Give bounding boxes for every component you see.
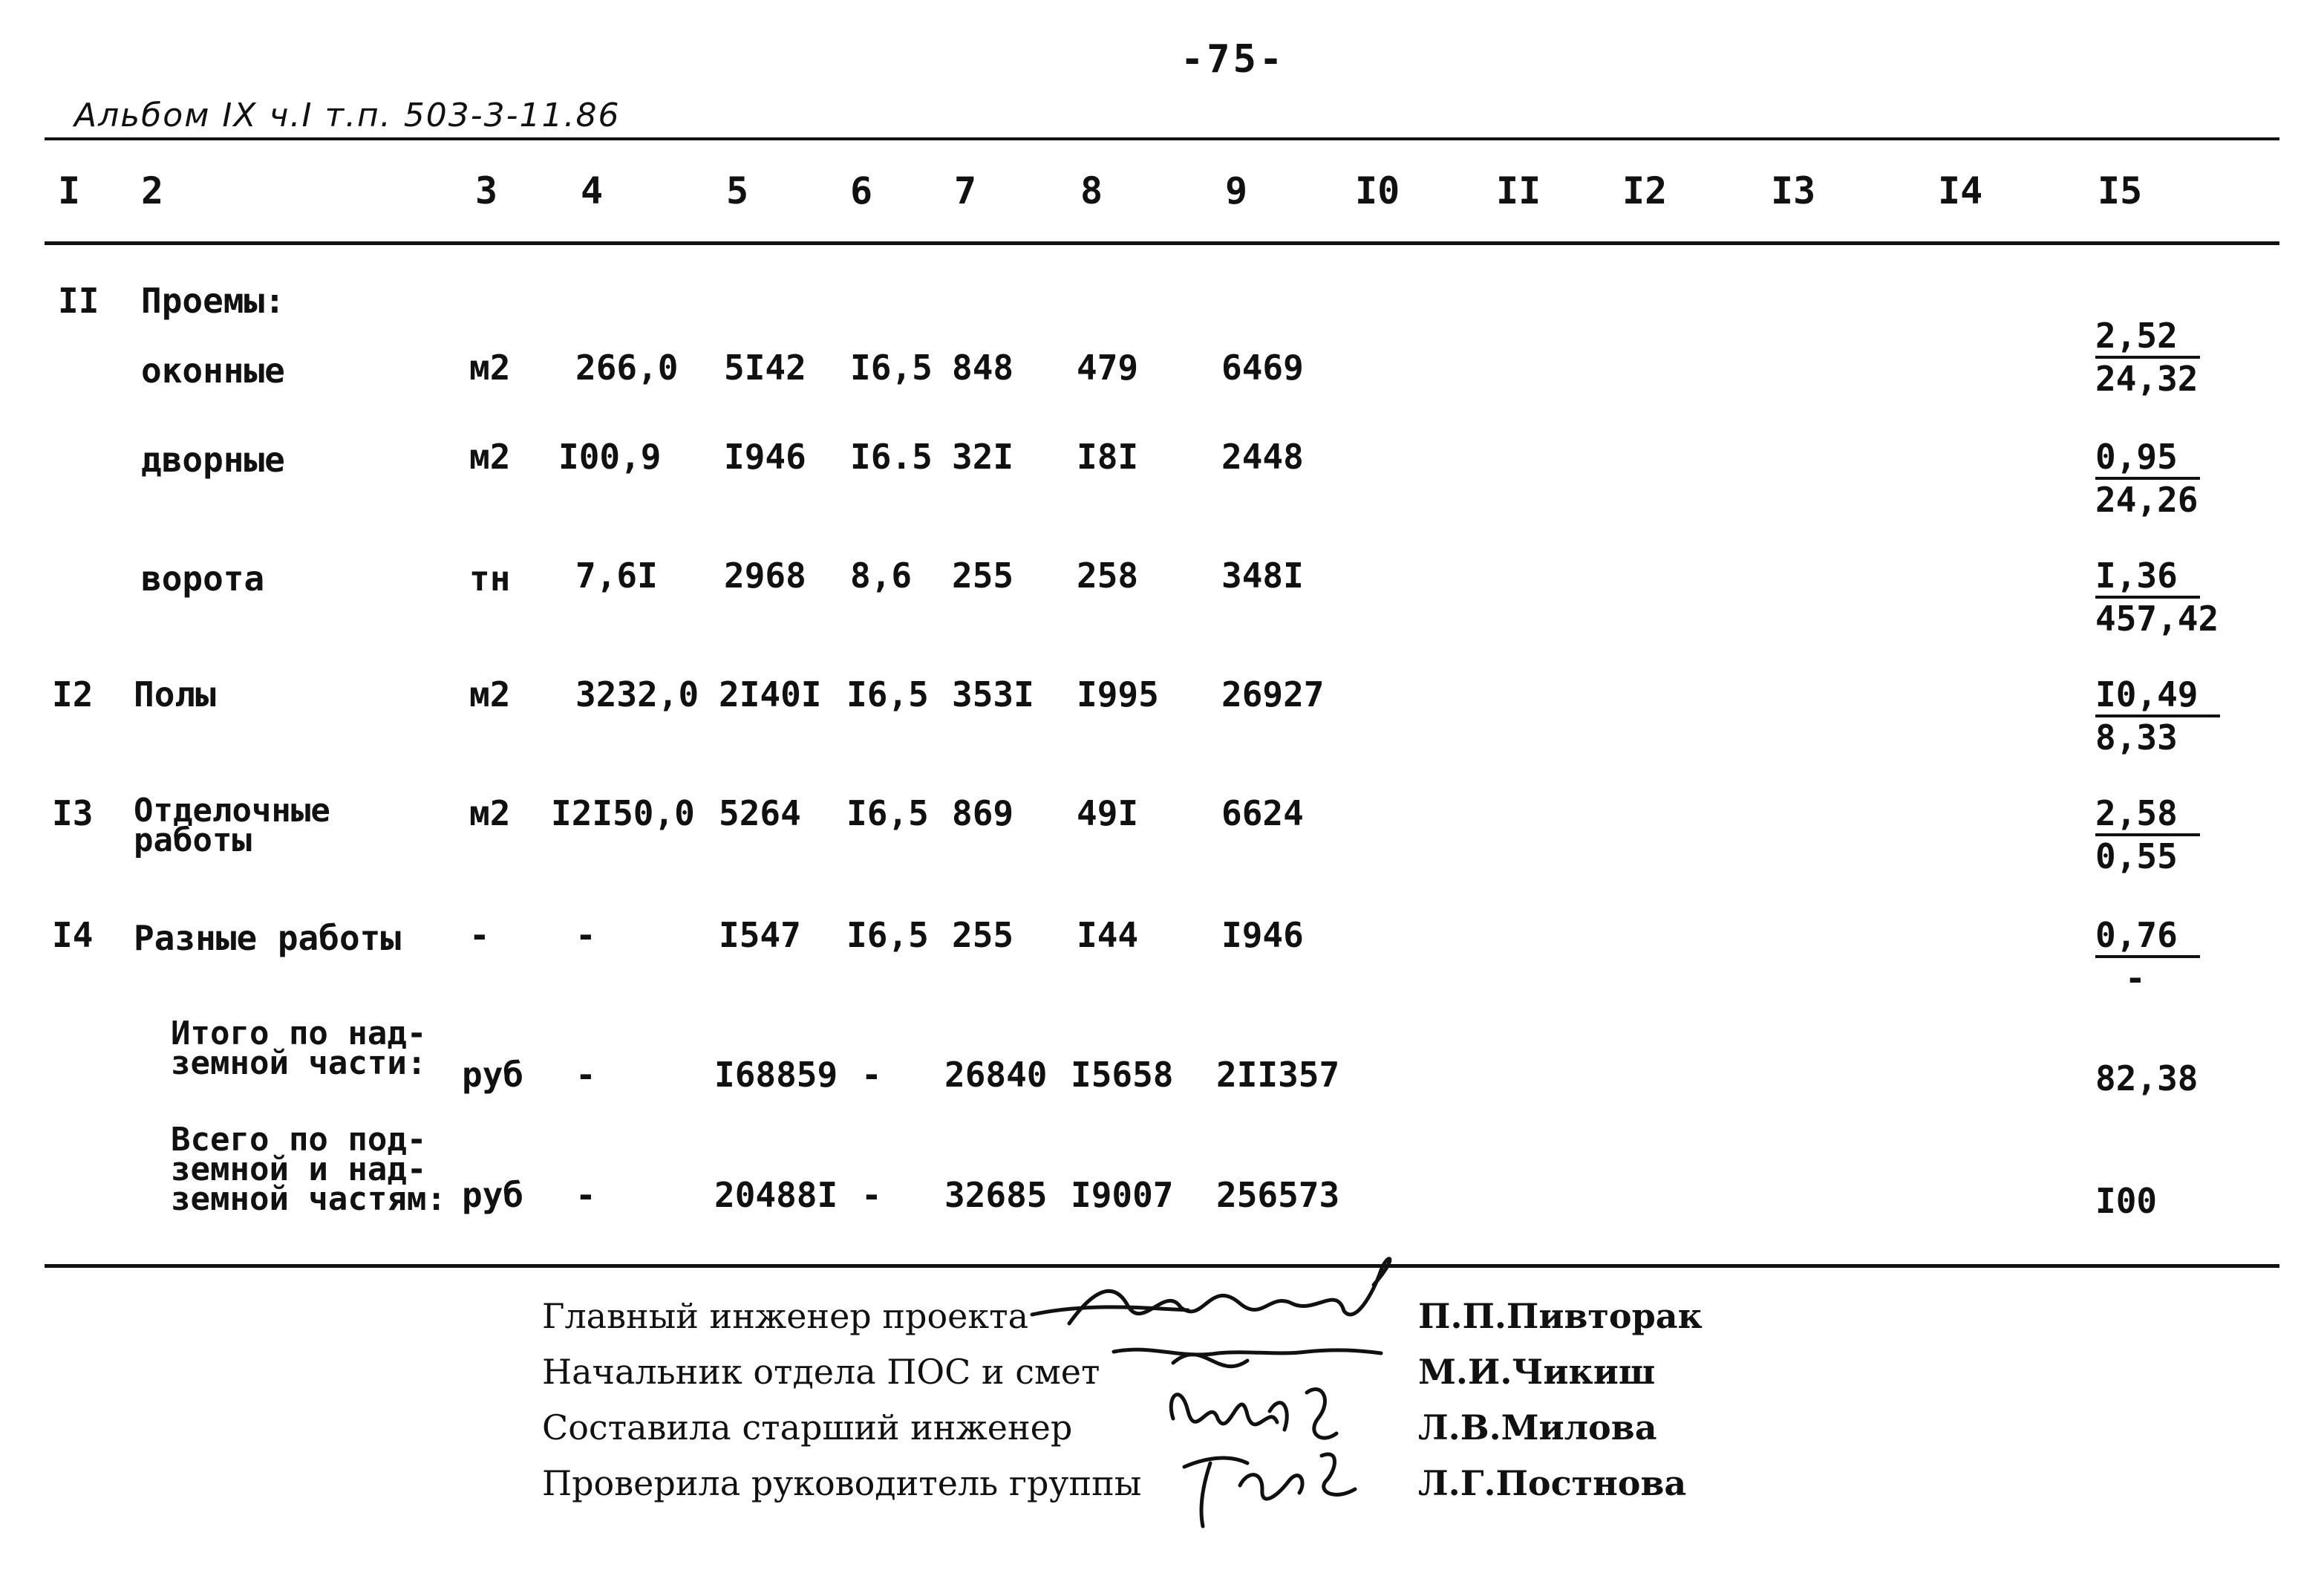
col-header-8: 8 bbox=[1080, 169, 1103, 212]
cell-unit: м2 bbox=[469, 437, 511, 477]
signature-1 bbox=[1032, 1259, 1390, 1324]
row-name-line: Отделочные bbox=[134, 792, 330, 830]
signature-title: Составила старший инженер bbox=[542, 1407, 1073, 1448]
signature-names bbox=[1418, 1289, 1703, 1511]
header-bottom-rule bbox=[45, 241, 2279, 245]
cell-c8: I8I bbox=[1077, 437, 1139, 477]
cell-c5: 2I40I bbox=[719, 674, 822, 714]
signature-name: П.П.Пивторак bbox=[1418, 1296, 1703, 1336]
album-note: Альбом IX ч.I т.п. 503-3-11.86 bbox=[74, 97, 621, 134]
row-name: дворные bbox=[141, 440, 285, 480]
row-name-line: земной части: bbox=[171, 1044, 427, 1082]
row-name bbox=[171, 1015, 427, 1082]
fraction-top: I,36 bbox=[2095, 556, 2200, 599]
cell-c7: 32I bbox=[952, 437, 1014, 477]
cell-unit: - bbox=[469, 915, 490, 955]
col-header-7: 7 bbox=[954, 169, 977, 212]
col-header-15: I5 bbox=[2098, 169, 2143, 212]
cell-c15-fraction bbox=[2095, 915, 2200, 998]
cell-c7: 848 bbox=[952, 348, 1014, 388]
row-name: оконные bbox=[141, 351, 285, 391]
fraction-top: I0,49 bbox=[2095, 674, 2220, 717]
cell-c6: - bbox=[861, 1055, 882, 1095]
cell-c9: 256573 bbox=[1216, 1175, 1340, 1215]
cell-c8: I44 bbox=[1077, 915, 1139, 955]
cell-c8: I5658 bbox=[1071, 1055, 1174, 1095]
cell-c9: 6469 bbox=[1221, 348, 1304, 388]
cell-c5: I68859 bbox=[714, 1055, 838, 1095]
cell-c6: I6.5 bbox=[850, 437, 933, 477]
cell-c8: 479 bbox=[1077, 348, 1139, 388]
cell-c5: 20488I bbox=[714, 1175, 838, 1215]
col-header-9: 9 bbox=[1225, 169, 1248, 212]
row-name-line: земной и над- bbox=[171, 1150, 427, 1188]
cell-c9: 6624 bbox=[1221, 793, 1304, 833]
row-name: ворота bbox=[141, 559, 265, 599]
cell-c6: I6,5 bbox=[846, 674, 929, 714]
cell-c5: I547 bbox=[719, 915, 801, 955]
cell-c4: - bbox=[575, 915, 596, 955]
cell-c5: I946 bbox=[724, 437, 806, 477]
col-header-3: 3 bbox=[475, 169, 498, 212]
cell-unit: м2 bbox=[469, 793, 511, 833]
signature-title: Главный инженер проекта bbox=[542, 1296, 1029, 1336]
cell-unit: тн bbox=[469, 559, 511, 599]
signature-name: Л.В.Милова bbox=[1418, 1407, 1657, 1448]
cell-c4: 7,6I bbox=[575, 556, 658, 596]
cell-c7: 255 bbox=[952, 915, 1014, 955]
header-top-rule bbox=[45, 137, 2279, 140]
cell-c4: I2I50,0 bbox=[551, 793, 695, 833]
row-number: I4 bbox=[52, 915, 94, 955]
row-name bbox=[134, 792, 330, 859]
cell-c15-fraction bbox=[2095, 674, 2220, 758]
row-number: II bbox=[58, 281, 99, 321]
cell-c7: 26840 bbox=[944, 1055, 1048, 1095]
row-name-line: работы bbox=[134, 821, 252, 859]
row-number: I3 bbox=[52, 793, 94, 833]
fraction-bottom: 0,55 bbox=[2095, 836, 2178, 876]
row-number: I2 bbox=[52, 674, 94, 714]
col-header-4: 4 bbox=[581, 169, 604, 212]
cell-unit: м2 bbox=[469, 348, 511, 388]
fraction-bottom: 24,32 bbox=[2095, 359, 2199, 399]
col-header-1: I bbox=[58, 169, 81, 212]
row-name: Проемы: bbox=[141, 281, 285, 321]
cell-unit: руб bbox=[462, 1175, 524, 1215]
col-header-14: I4 bbox=[1938, 169, 1983, 212]
cell-c4: 266,0 bbox=[575, 348, 679, 388]
signature-2 bbox=[1114, 1350, 1381, 1367]
cell-unit: м2 bbox=[469, 674, 511, 714]
signature-4 bbox=[1184, 1454, 1355, 1526]
cell-c15-fraction bbox=[2095, 556, 2219, 639]
fraction-top: 2,52 bbox=[2095, 316, 2200, 359]
cell-c7: 353I bbox=[952, 674, 1034, 714]
col-header-2: 2 bbox=[141, 169, 164, 212]
signature-name: М.И.Чикиш bbox=[1418, 1352, 1656, 1392]
fraction-bottom: 457,42 bbox=[2095, 599, 2219, 639]
cell-c6: I6,5 bbox=[850, 348, 933, 388]
col-header-11: II bbox=[1496, 169, 1541, 212]
cell-c7: 869 bbox=[952, 793, 1014, 833]
cell-c15-fraction bbox=[2095, 437, 2200, 520]
signature-name: Л.Г.Постнова bbox=[1418, 1463, 1687, 1503]
cell-c9: 2II357 bbox=[1216, 1055, 1340, 1095]
col-header-13: I3 bbox=[1771, 169, 1816, 212]
col-header-6: 6 bbox=[850, 169, 873, 212]
col-header-12: I2 bbox=[1622, 169, 1668, 212]
cell-c15-fraction bbox=[2095, 316, 2200, 399]
cell-c4: - bbox=[575, 1055, 596, 1095]
cell-c5: 5I42 bbox=[724, 348, 806, 388]
handwritten-signatures bbox=[1025, 1233, 1440, 1545]
cell-c6: 8,6 bbox=[850, 556, 913, 596]
cell-c8: I995 bbox=[1077, 674, 1159, 714]
cell-c9: 2448 bbox=[1221, 437, 1304, 477]
cell-unit: руб bbox=[462, 1055, 524, 1095]
cell-c8: 49I bbox=[1077, 793, 1139, 833]
cell-c8: 258 bbox=[1077, 556, 1139, 596]
cell-c15: 82,38 bbox=[2095, 1058, 2199, 1098]
cell-c4: - bbox=[575, 1175, 596, 1215]
fraction-bottom: 24,26 bbox=[2095, 480, 2199, 520]
cell-c9: 348I bbox=[1221, 556, 1304, 596]
cell-c6: - bbox=[861, 1175, 882, 1215]
cell-c6: I6,5 bbox=[846, 793, 929, 833]
signature-title: Начальник отдела ПОС и смет bbox=[542, 1352, 1100, 1392]
fraction-top: 2,58 bbox=[2095, 793, 2200, 836]
cell-c5: 2968 bbox=[724, 556, 806, 596]
row-name-line: Итого по над- bbox=[171, 1015, 427, 1052]
cell-c9: 26927 bbox=[1221, 674, 1325, 714]
cell-c4: 3232,0 bbox=[575, 674, 699, 714]
fraction-top: 0,76 bbox=[2095, 915, 2200, 958]
fraction-bottom: 8,33 bbox=[2095, 717, 2178, 758]
cell-c5: 5264 bbox=[719, 793, 801, 833]
cell-c4: I00,9 bbox=[558, 437, 662, 477]
cell-c8: I9007 bbox=[1071, 1175, 1174, 1215]
row-name-line: Всего по под- bbox=[171, 1121, 427, 1159]
cell-c15-fraction bbox=[2095, 793, 2200, 876]
row-name bbox=[171, 1121, 446, 1218]
cell-c6: I6,5 bbox=[846, 915, 929, 955]
col-header-5: 5 bbox=[726, 169, 749, 212]
col-header-10: I0 bbox=[1355, 169, 1400, 212]
fraction-top: 0,95 bbox=[2095, 437, 2200, 480]
row-name: Разные работы bbox=[134, 918, 402, 958]
signature-title: Проверила руководитель группы bbox=[542, 1463, 1142, 1503]
signature-3 bbox=[1171, 1389, 1336, 1438]
cell-c9: I946 bbox=[1221, 915, 1304, 955]
cell-c7: 255 bbox=[952, 556, 1014, 596]
row-name-line: земной частям: bbox=[171, 1180, 446, 1218]
cell-c7: 32685 bbox=[944, 1175, 1048, 1215]
page-number: -75- bbox=[1181, 37, 1286, 82]
cell-c15: I00 bbox=[2095, 1181, 2158, 1221]
row-name: Полы bbox=[134, 674, 216, 714]
fraction-bottom: - bbox=[2125, 958, 2146, 998]
